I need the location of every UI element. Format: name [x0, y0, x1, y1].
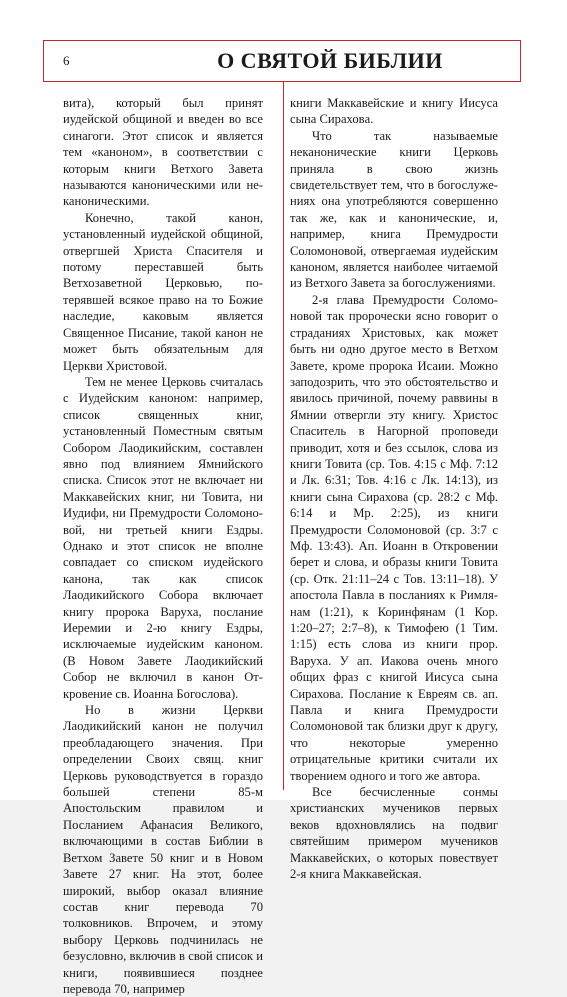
- header-top-rule: [43, 40, 521, 41]
- left-column: [63, 95, 263, 997]
- column-divider-rule: [283, 82, 284, 790]
- right-column: [290, 95, 498, 883]
- header-left-rule: [43, 40, 44, 81]
- paragraph: Тем не менее Церковь считалась с Иудейским каноном: например, список священных книг, установленный Поместным святым Собором Лаодикийским, составлен явно под влиянием Ямнийского списка. Список этот не включает ни Маккавейских книг, ни Товита, ни Иудифи, ни Премудрости Соломоновой, ни третьей книги Ездры. Однако и этот список не вполне совпадает со списком иудейского канона, так как список Лаодикийского Собора включает книгу пророка Варуха, послание Иеремии и 2-ю книгу Ездры, исключаемые иудейским каноном. (В Новом Завете Лаодикийский Собор не включил в канон Откровение св. Иоанна Богослова).: [63, 374, 263, 701]
- paragraph: книги Маккавейские и книгу Иисуса сына Сираховa.: [290, 96, 498, 127]
- paragraph: Что так называемые неканонические книги Церковь приняла в свою жизнь свидетельствует тем, что в богослужениях она употребляются совершенно так же, как и канонические, и, например, книга Премудрости Соломоновой, отвергаемая иудейским каноном, является наиболее читаемой из Ветхого Завета за богослужениями.: [290, 128, 498, 291]
- paragraph: Но в жизни Церкви Лаодикийский канон не получил преобладающего значения. При определении Своих свящ. книг Церковь руководствуется в гораздо большей степени 85-м Апостольским правилом и Посланием Афанасия Великого, включающими в состав Библии в Ветхом Завете 50 книг и в Новом Завете 27 книг. На этот, более широкий, выбор оказал влияние состав книг перевода 70 толковников. Впрочем, и этому выбору Церковь подчинилась не безусловно, включив в свой список и книги, появившиеся позднее перевода 70, например: [63, 703, 263, 996]
- paragraph: 2-я глава Премудрости Соломоновой так пророчески ясно говорит о страданиях Христовых, как может быть ни одно другое место в Ветхом Завете, кроме пророка Исаии. Можно заподозрить, что это обстоятельство и явилось причиной, почему раввины в Ямнии отвергли эту книгу. Христос Спаситель в Нагорной проповеди приводит, хотя и без ссылок, слова из книги Товита (ср. Тов. 4:15 с Мф. 7:12 и Лк. 6:31; Тов. 4:16 с Лк. 14:13), из книги сына Сирахова (ср. 28:2 с Мф. 6:14 и Мр. 2:25), из книги Премудрости Соломоновой (ср. 3:7 с Мф. 13:43). Ап. Иоанн в Откровении берет и слова, и образы книги Товита (ср. Отк. 21:11–24 с Тов. 13:11–18). У апостола Павла в посланиях к Римлянам (1:21), к Коринфянам (1 Кор. 1:20–27; 2:7–8), к Тимофею (1 Тим. 1:15) есть слова из книги прор. Варуха. У ап. Иакова очень много общих фраз с книгой Иисуса сына Сирахова. Послание к Евреям св. ап. Павла и книга Премудрости Соломоновой так близки друг к другу, что некоторые умеренно отрицательные критики считали их творением одного и того же автора.: [290, 292, 498, 783]
- paragraph: вита), который был принят иудейской общиной и введен во все синагоги. Этот список и является тем «каноном», в соответствии с которым книги Ветхого Завета называются каноническими или неканоническими.: [63, 96, 263, 209]
- paragraph: Все бесчисленные сонмы христианских мучеников первых веков вдохновлялись на подвиг святейшим примером мучеников Маккавейских, о которых повествует 2-я книга Маккавейская.: [290, 785, 498, 882]
- header-bottom-rule: [43, 81, 521, 82]
- running-head-title: О СВЯТОЙ БИБЛИИ: [217, 48, 443, 73]
- paragraph: Конечно, такой канон, установленный иудейской общиной, отвергшей Христа Спасителя и потому переставшей быть Ветхозаветной Церковью, потерявшей всякое право на то Божие наследие, каковым является Священное Писание, такой канон не может быть обязательным для Церкви Христовой.: [63, 210, 263, 373]
- header-right-rule: [520, 40, 521, 81]
- page-number: 6: [63, 53, 70, 68]
